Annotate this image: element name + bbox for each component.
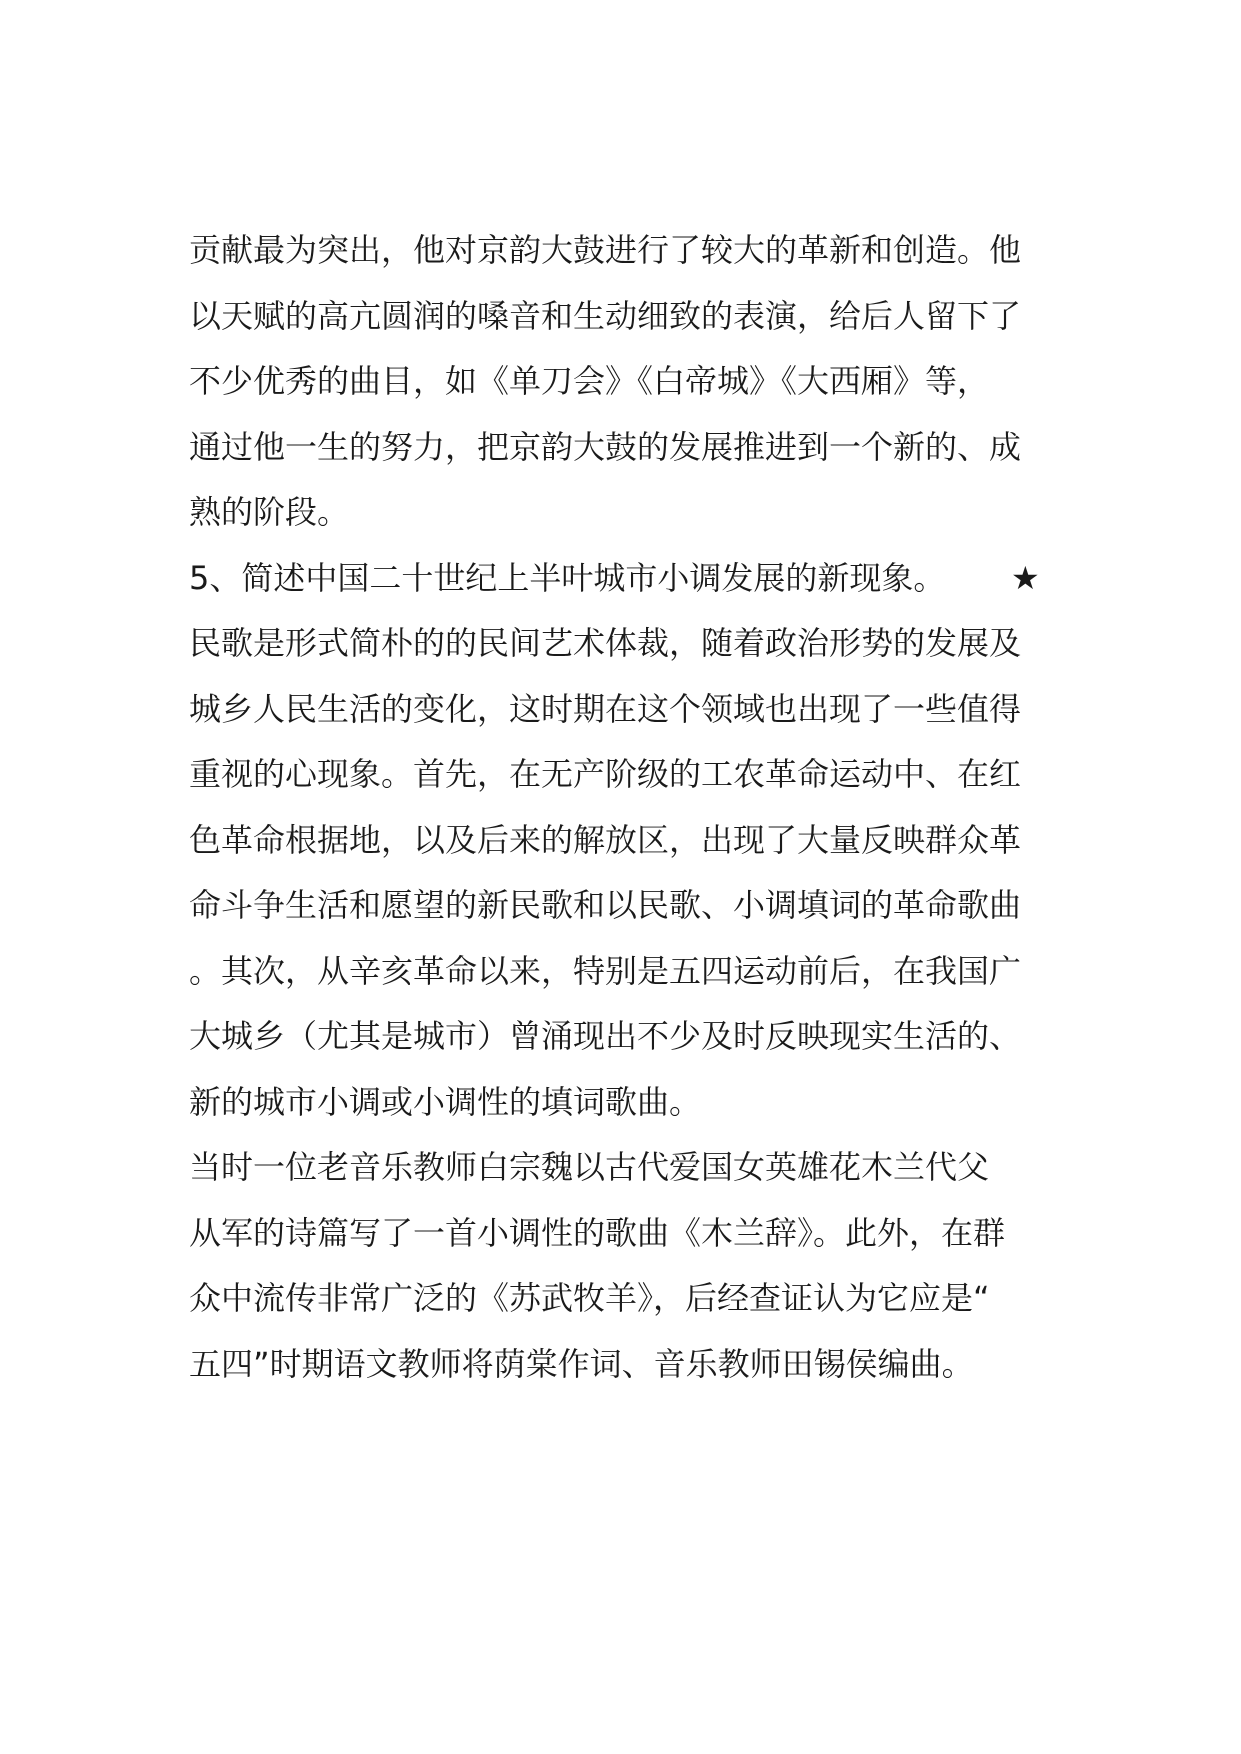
text-line: 熟的阶段。 bbox=[189, 493, 350, 531]
text-line: 贡献最为突出，他对京韵大鼓进行了较大的革新和创造。他 bbox=[189, 231, 1022, 269]
text-line: 当时一位老音乐教师白宗魏以古代爱国女英雄花木兰代父 bbox=[189, 1148, 990, 1186]
text-line: 。其次，从辛亥革命以来，特别是五四运动前后，在我国广 bbox=[189, 951, 1022, 990]
text-line: 城乡人民生活的变化，这时期在这个领域也出现了一些值得 bbox=[189, 689, 1022, 728]
text-line: 众中流传非常广泛的《苏武牧羊》，后经查证认为它应是“ bbox=[189, 1279, 990, 1317]
text-line: 新的城市小调或小调性的填词歌曲。 bbox=[189, 1082, 702, 1121]
paragraph-1 bbox=[189, 218, 1069, 546]
text-line: 以天赋的高亢圆润的嗓音和生动细致的表演，给后人留下了 bbox=[189, 296, 1022, 335]
star-icon: ★ bbox=[1011, 558, 1040, 597]
text-line: 从军的诗篇写了一首小调性的歌曲《木兰辞》。此外，在群 bbox=[189, 1213, 1006, 1252]
text-line: 大城乡（尤其是城市）曾涌现出不少及时反映现实生活的、 bbox=[189, 1017, 1022, 1055]
paragraph-2 bbox=[189, 611, 1069, 1135]
document-body bbox=[189, 218, 1069, 1397]
question-text: 5、简述中国二十世纪上半叶城市小调发展的新现象。 bbox=[189, 558, 946, 597]
text-line: 不少优秀的曲目，如《单刀会》《白帝城》《大西厢》等， bbox=[189, 362, 990, 400]
text-line: 色革命根据地，以及后来的解放区，出现了大量反映群众革 bbox=[189, 820, 1022, 859]
text-line: 重视的心现象。首先，在无产阶级的工农革命运动中、在红 bbox=[189, 755, 1022, 793]
text-line: 通过他一生的努力，把京韵大鼓的发展推进到一个新的、成 bbox=[189, 427, 1022, 466]
paragraph-3 bbox=[189, 1135, 1069, 1397]
question-heading bbox=[189, 546, 1069, 612]
text-line: 五四”时期语文教师将荫棠作词、音乐教师田锡侯编曲。 bbox=[189, 1344, 974, 1383]
text-line: 民歌是形式简朴的的民间艺术体裁，随着政治形势的发展及 bbox=[189, 624, 1022, 662]
text-line: 命斗争生活和愿望的新民歌和以民歌、小调填词的革命歌曲 bbox=[189, 886, 1022, 924]
